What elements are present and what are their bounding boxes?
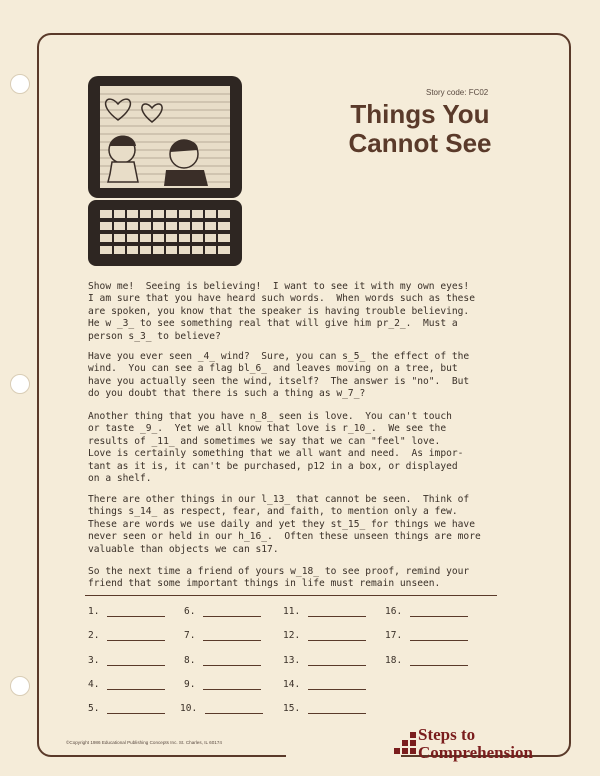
answer-blank[interactable]: 4. bbox=[88, 679, 165, 690]
page-title bbox=[330, 100, 510, 158]
logo-square bbox=[410, 732, 416, 738]
title-line-1: Things You bbox=[350, 99, 490, 129]
answer-blank[interactable]: 13. bbox=[283, 655, 366, 666]
copyright-notice: ©Copyright 1986 Educational Publishing Concepts Inc. St. Charles, IL 60174 bbox=[66, 740, 222, 745]
answer-blank[interactable]: 3. bbox=[88, 655, 165, 666]
logo-square bbox=[402, 740, 408, 746]
answer-blank[interactable]: 6. bbox=[184, 606, 261, 617]
frame-gap bbox=[286, 740, 401, 766]
binder-hole-top bbox=[10, 74, 30, 94]
brand-logo bbox=[394, 726, 574, 770]
binder-hole-bottom bbox=[10, 676, 30, 696]
answer-blank[interactable]: 10. bbox=[180, 703, 263, 714]
paragraph-1: Show me! Seeing is believing! I want to see it with my own eyes! I am sure that you have heard such words. When words such as these are spoken, you know that the speaker is having trouble believing. He w _3_ to see something real that will give him pr_2_. Must a person s_3_ to believe? bbox=[88, 281, 475, 342]
answer-blank[interactable]: 17. bbox=[385, 630, 468, 641]
answer-blank[interactable]: 7. bbox=[184, 630, 261, 641]
answer-blank[interactable]: 18. bbox=[385, 655, 468, 666]
story-code: Story code: FC02 bbox=[426, 88, 489, 97]
paragraph-4: There are other things in our l_13_ that cannot be seen. Think of things s_14_ as respect, fear, and faith, to mention only a few. These are words we use daily and yet they st_15_ for things we have never seen or held in our h_16_. Often these unseen things are more valuable than objects we can s17. bbox=[88, 494, 481, 555]
logo-square bbox=[410, 740, 416, 746]
logo-square bbox=[410, 748, 416, 754]
binder-hole-middle bbox=[10, 374, 30, 394]
answer-blank[interactable]: 11. bbox=[283, 606, 366, 617]
answer-blank[interactable]: 9. bbox=[184, 679, 261, 690]
divider-line bbox=[85, 595, 497, 596]
answer-blank[interactable]: 12. bbox=[283, 630, 366, 641]
brand-line-2: Comprehension bbox=[418, 743, 533, 762]
brand-line-1: Steps to bbox=[418, 725, 476, 744]
title-line-2: Cannot See bbox=[348, 128, 492, 158]
paragraph-2: Have you ever seen _4_ wind? Sure, you can s_5_ the effect of the wind. You can see a flag bl_6_ and leaves moving on a tree, but have you actually seen the wind, itself? The answer is "no". But do you doubt that there is such a thing as w_7_? bbox=[88, 351, 470, 400]
answer-blank[interactable]: 8. bbox=[184, 655, 261, 666]
answer-blank[interactable]: 16. bbox=[385, 606, 468, 617]
paragraph-5: So the next time a friend of yours w_18_ to see proof, remind your friend that some important things in life must remain unseen. bbox=[88, 566, 470, 590]
answer-blank[interactable]: 1. bbox=[88, 606, 165, 617]
answer-blank[interactable]: 5. bbox=[88, 703, 165, 714]
answer-blank[interactable]: 2. bbox=[88, 630, 165, 641]
paragraph-3: Another thing that you have n_8_ seen is love. You can't touch or taste _9_. Yet we all know that love is r_10_. We see the results of _11_ and sometimes we say that we can "feel" love. Love is certainly something that we all want and need. As impor- tant as it is, it can't be purchased, p12 in a box, or displayed on a shelf. bbox=[88, 411, 464, 485]
laptop-illustration bbox=[86, 74, 244, 269]
answer-blank[interactable]: 15. bbox=[283, 703, 366, 714]
logo-square bbox=[394, 748, 400, 754]
logo-square bbox=[402, 748, 408, 754]
answer-blank[interactable]: 14. bbox=[283, 679, 366, 690]
